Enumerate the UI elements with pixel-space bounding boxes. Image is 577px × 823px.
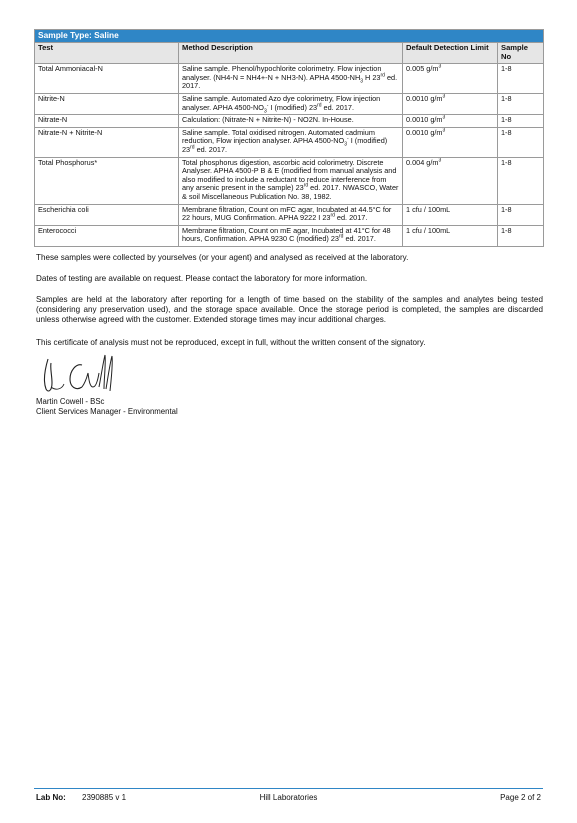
lab-no-value: 2390885 v 1	[82, 793, 127, 802]
row-method: Total phosphorus digestion, ascorbic acid colorimetry. Discrete Analyser. APHA 4500-P B & E (modified from manual analysis and also modified to include a reductant to reduce interference from any arsenic present in the sample) 23rd ed. 2017. NWASCO, Water & soil Miscellaneous Publication No. 38, 1982.	[179, 157, 403, 204]
row-limit: 0.0010 $g/m^3$	[403, 93, 498, 114]
row-method: Membrane filtration, Count on mE agar, Incubated at 41°C for 48 hours, Confirmation. APHA 9230 C (modified) 23rd ed. 2017.	[179, 225, 403, 246]
row-method: Calculation: (Nitrate-N + Nitrite-N) - NO2N. In-House.	[179, 115, 403, 128]
row-sample-no: 1-8	[498, 93, 544, 114]
row-test: Escherichia coli	[35, 204, 179, 225]
table-row	[35, 157, 544, 204]
row-test: Enterococci	[35, 225, 179, 246]
row-test: Nitrite-N	[35, 93, 179, 114]
collected-note: These samples were collected by yourselves (or your agent) and analysed as received at the laboratory.	[36, 253, 409, 262]
signatory-block	[36, 397, 178, 417]
signatory-name: Martin Cowell - BSc	[36, 397, 105, 406]
table-header-row	[35, 43, 544, 64]
row-method: Saline sample. Phenol/hypochlorite colorimetry. Flow injection analyser. (NH4-N = NH4+-N + NH3-N). APHA $4500-NH_3$ H 23rd ed. 2017.	[179, 64, 403, 94]
row-limit: 0.0010 $g/m^3$	[403, 127, 498, 157]
row-sample-no: 1-8	[498, 204, 544, 225]
row-test: Nitrate-N + Nitrite-N	[35, 127, 179, 157]
header-sample-no: Sample No	[498, 43, 544, 64]
row-sample-no: 1-8	[498, 127, 544, 157]
row-sample-no: 1-8	[498, 225, 544, 246]
row-method: Membrane filtration, Count on mFC agar, Incubated at 44.5°C for 22 hours, MUG Confirmation. APHA 9222 I 23rd ed. 2017.	[179, 204, 403, 225]
row-sample-no: 1-8	[498, 115, 544, 128]
table-row	[35, 204, 544, 225]
header-method: Method Description	[179, 43, 403, 64]
row-method: Saline sample. Automated Azo dye colorimetry, Flow injection analyser. APHA $4500-NO_3^-$ I (modified) 23rd ed. 2017.	[179, 93, 403, 114]
row-method: Saline sample. Total oxidised nitrogen. Automated cadmium reduction, Flow injection analyser. APHA $4500-NO_3^-$ I (modified) 23rd ed. 2017.	[179, 127, 403, 157]
testing-dates-note: Dates of testing are available on request. Please contact the laboratory for more information.	[36, 274, 368, 283]
header-limit: Default Detection Limit	[403, 43, 498, 64]
page-number: Page 2 of 2	[500, 793, 541, 802]
table-row	[35, 127, 544, 157]
page-footer	[36, 792, 541, 804]
reproduction-note: This certificate of analysis must not be reproduced, except in full, without the written consent of the signatory.	[36, 338, 426, 347]
table-row	[35, 64, 544, 94]
table-row	[35, 115, 544, 128]
header-test: Test	[35, 43, 179, 64]
row-limit: 0.005 $g/m^3$	[403, 64, 498, 94]
signatory-title: Client Services Manager - Environmental	[36, 407, 178, 416]
footer-divider	[34, 788, 543, 789]
row-limit: 0.004 $g/m^3$	[403, 157, 498, 204]
row-limit: 1 cfu / 100mL	[403, 225, 498, 246]
storage-note: Samples are held at the laboratory after reporting for a length of time based on the stability of the samples and analytes being tested (considering any preservation used), and the storage space available. Once the storage period is completed, the samples are discarded unless otherwise agreed with the customer. Extended storage times may incur additional charges.	[36, 295, 543, 324]
company-name: Hill Laboratories	[259, 793, 318, 802]
methods-table	[34, 29, 544, 247]
table-row	[35, 93, 544, 114]
row-sample-no: 1-8	[498, 157, 544, 204]
row-test: Nitrate-N	[35, 115, 179, 128]
signature-image	[38, 351, 118, 397]
row-test: Total Phosphorus*	[35, 157, 179, 204]
row-test: Total Ammoniacal-N	[35, 64, 179, 94]
table-row	[35, 225, 544, 246]
lab-no-label: Lab No:	[36, 793, 66, 802]
section-title: Sample Type: Saline	[35, 30, 544, 43]
row-limit: 1 cfu / 100mL	[403, 204, 498, 225]
row-sample-no: 1-8	[498, 64, 544, 94]
section-band	[35, 30, 544, 43]
method-text-a: Saline sample. Phenol/hypochlorite colorimetry. Flow injection analyser. (NH4-N = NH4+-N + NH3-N). APHA 4500-NH	[182, 64, 382, 82]
row-limit: 0.0010 $g/m^3$	[403, 115, 498, 128]
